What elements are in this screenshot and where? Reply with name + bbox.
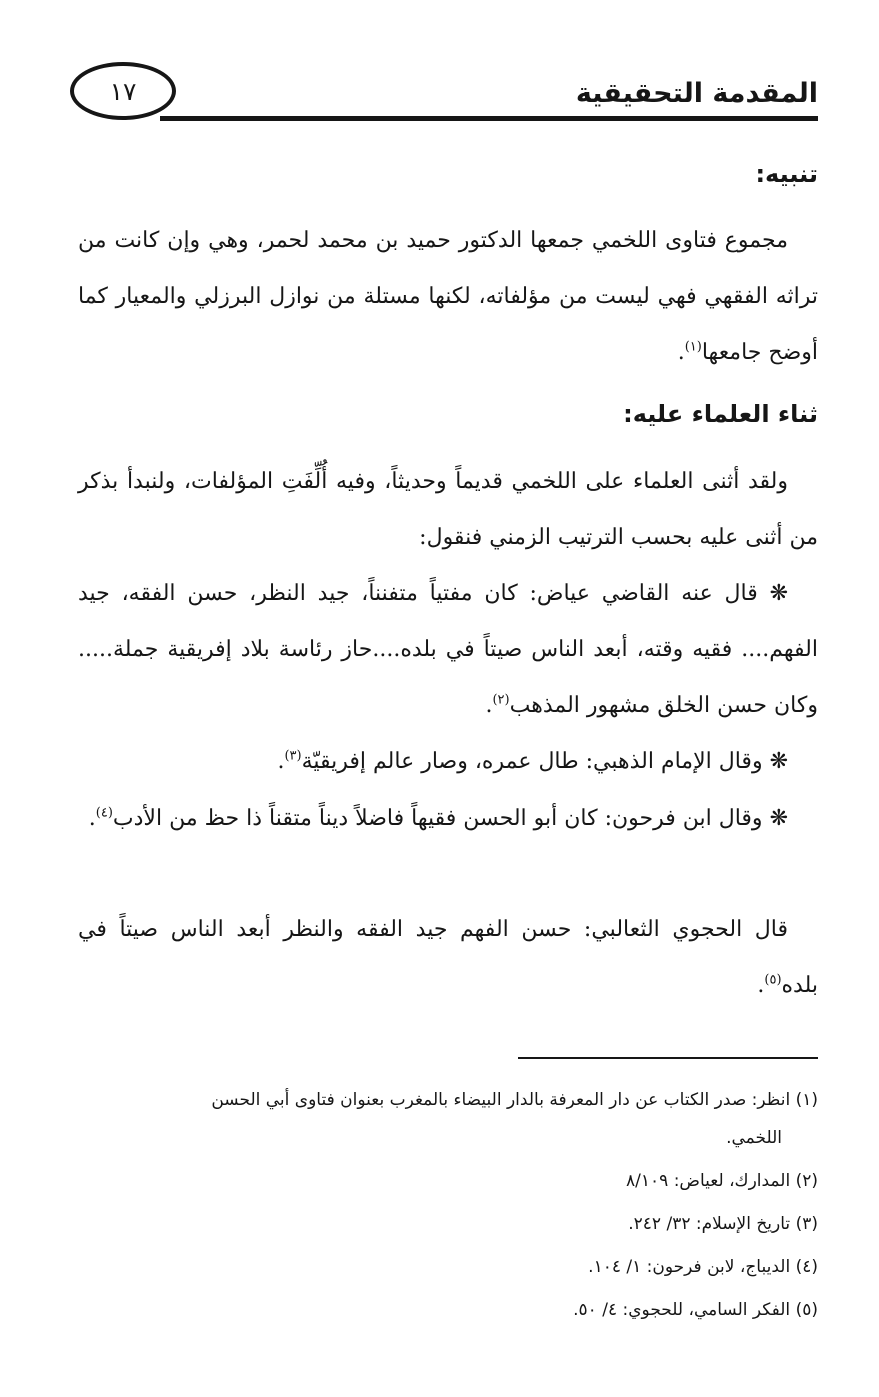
period: . [757, 973, 765, 998]
period: . [277, 749, 285, 774]
period: . [88, 806, 96, 831]
farhun-paragraph [78, 791, 818, 847]
footnote-4 [78, 1248, 818, 1286]
thanaa-heading: ثناء العلماء عليه: [623, 400, 818, 428]
footnote-separator [518, 1057, 818, 1059]
page-header [70, 52, 818, 132]
footnote-1 [78, 1081, 818, 1157]
footnote-ref-1[interactable]: (١) [684, 339, 702, 355]
bullet-icon: ❋ [769, 749, 788, 774]
tanbih-paragraph [78, 213, 818, 381]
footnote-number: (٤) [795, 1257, 818, 1277]
intro-text: ولقد أثنى العلماء على اللخمي قديماً وحديثاً، وفيه أُلِّفَتِ المؤلفات، ولنبدأ بذكر من أثنى عليه بحسب الترتيب الزمني فنقول: [78, 469, 818, 550]
header-rule [160, 116, 818, 121]
footnote-text: المدارك، لعياض: ٨/١٠٩ [626, 1171, 791, 1191]
period: . [485, 693, 493, 718]
iyad-paragraph [78, 566, 818, 734]
tanbih-heading: تنبيه: [755, 160, 818, 188]
footnote-number: (٣) [795, 1214, 818, 1234]
page-number-oval [70, 62, 176, 120]
dhahabi-paragraph [78, 734, 818, 790]
hajwi-text: قال الحجوي الثعالبي: حسن الفهم جيد الفقه والنظر أبعد الناس صيتاً في بلده [78, 917, 818, 998]
footnote-text: الفكر السامي، للحجوي: ٤/ ٥٠. [573, 1300, 791, 1320]
footnote-text: انظر: صدر الكتاب عن دار المعرفة بالدار البيضاء بالمغرب بعنوان فتاوى أبي الحسن [211, 1090, 791, 1110]
footnote-3 [78, 1205, 818, 1243]
tanbih-text: مجموع فتاوى اللخمي جمعها الدكتور حميد بن محمد لحمر، وهي وإن كانت من تراثه الفقهي فهي ليست من مؤلفاته، لكنها مستلة من نوازل البرزلي والمعيار كما أوضح جامعها [78, 228, 818, 365]
running-title: المقدمة التحقيقية [575, 78, 818, 109]
page-number: ١٧ [109, 76, 137, 106]
footnote-ref-5[interactable]: (٥) [764, 972, 782, 988]
dhahabi-text: وقال الإمام الذهبي: طال عمره، وصار عالم إفريقيّة [301, 749, 763, 774]
bullet-icon: ❋ [769, 806, 788, 831]
footnote-ref-4[interactable]: (٤) [95, 805, 113, 821]
footnote-text: تاريخ الإسلام: ٣٢/ ٢٤٢. [628, 1214, 791, 1234]
footnote-text: الديباج، لابن فرحون: ١/ ١٠٤. [588, 1257, 791, 1277]
intro-paragraph [78, 454, 818, 566]
footnote-number: (٥) [795, 1300, 818, 1320]
farhun-text: وقال ابن فرحون: كان أبو الحسن فقيهاً فاضلاً ديناً متقناً ذا حظ من الأدب [112, 806, 763, 831]
footnote-ref-2[interactable]: (٢) [492, 692, 510, 708]
hajwi-paragraph [78, 902, 818, 1014]
footnote-5 [78, 1291, 818, 1329]
footnote-ref-3[interactable]: (٣) [284, 748, 302, 764]
bullet-icon: ❋ [769, 581, 788, 606]
period: . [677, 340, 685, 365]
footnote-number: (١) [795, 1090, 818, 1110]
footnote-number: (٢) [795, 1171, 818, 1191]
footnote-continuation: اللخمي. [726, 1128, 782, 1148]
footnote-2 [78, 1162, 818, 1200]
iyad-text: قال عنه القاضي عياض: كان مفتياً متفنناً، جيد النظر، حسن الفقه، جيد الفهم.... فقيه وقته، أبعد الناس صيتاً في بلده....حاز رئاسة بلاد إفريقية جملة..... وكان حسن الخلق مشهور المذهب [78, 581, 818, 718]
